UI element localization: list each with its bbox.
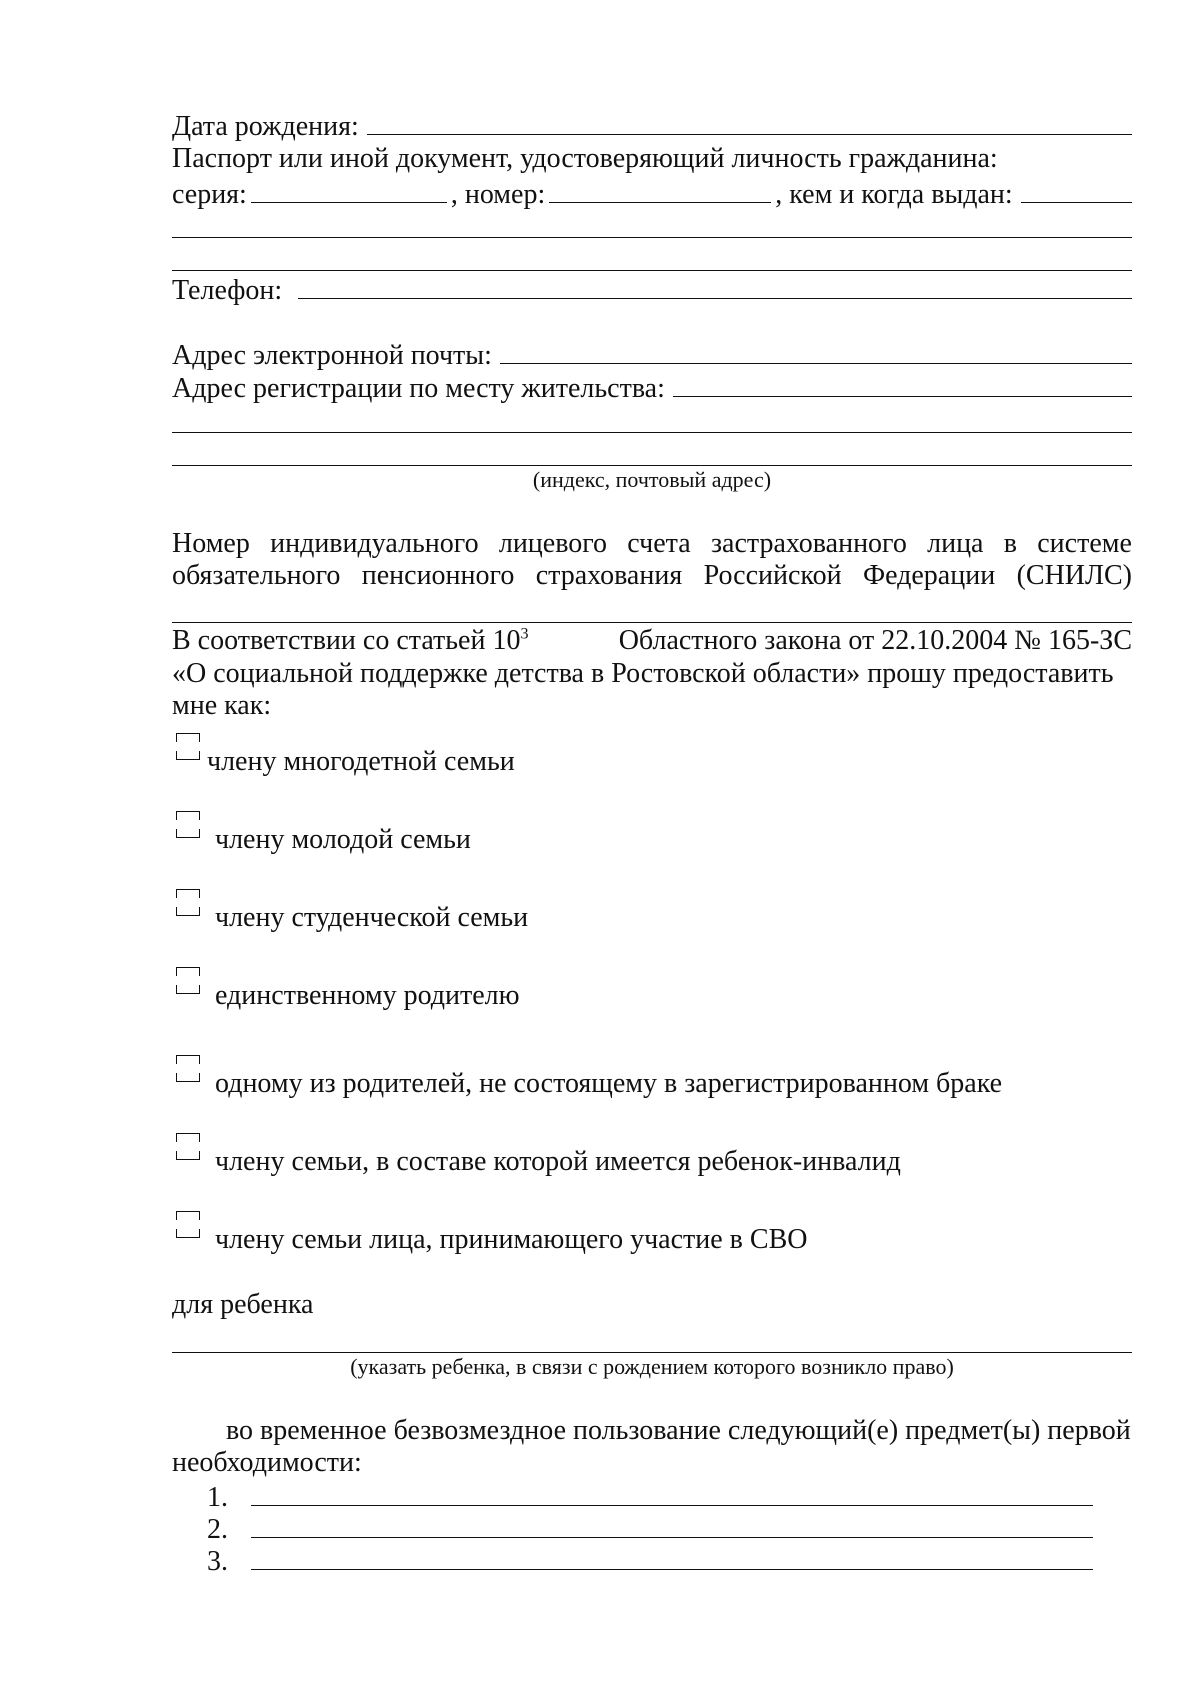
option-checkbox-4[interactable] (176, 967, 200, 993)
address-caption: (индекс, почтовый адрес) (532, 467, 772, 492)
option-label-7: члену семьи лица, принимающего участие в СВО (215, 1224, 808, 1255)
option-label-1: членy многодетной семьи (207, 746, 515, 777)
snils-text-line-2 (172, 559, 1132, 593)
request-line-2: «О социальной поддержке детства в Ростовской области» прошу предоставить (172, 658, 1114, 689)
snils-word: застрахованного (710, 528, 907, 559)
snils-word: Федерации (862, 560, 996, 591)
item-number-1: 1. (207, 1482, 228, 1513)
issued-label: , кем и когда выдан: (775, 179, 1013, 210)
series-label: серия: (172, 179, 247, 210)
child-caption: (указать ребенка, в связи с рождением которого возникло право) (350, 1354, 954, 1379)
series-field[interactable] (251, 176, 447, 203)
snils-text-line-1 (172, 527, 1132, 561)
request-law: Областного закона от 22.10.2004 № 165-ЗС (618, 625, 1132, 656)
option-checkbox-7[interactable] (176, 1211, 200, 1237)
snils-word: счета (627, 528, 691, 559)
number-label: , номер: (450, 179, 546, 210)
snils-word: лица (927, 528, 984, 559)
option-checkbox-1[interactable] (176, 733, 200, 759)
items-intro-line-2: необходимости: (172, 1447, 362, 1478)
request-line-1 (172, 624, 1132, 658)
snils-word: в (1003, 528, 1017, 559)
snils-word: Российской (703, 560, 842, 591)
issued-continuation-line-1[interactable] (172, 237, 1132, 238)
email-field[interactable] (500, 337, 1132, 364)
address-field[interactable] (673, 370, 1132, 397)
snils-word: (СНИЛС) (1016, 560, 1132, 591)
address-line-2[interactable] (172, 432, 1132, 433)
option-checkbox-2[interactable] (176, 811, 200, 837)
issued-continuation-line-2[interactable] (172, 270, 1132, 271)
items-intro-line-1: во временное безвозмездное пользование следующий(е) предмет(ы) первой (226, 1415, 1131, 1446)
email-row (172, 337, 1132, 373)
address-row (172, 370, 1132, 406)
option-checkbox-6[interactable] (176, 1133, 200, 1159)
snils-word: обязательного (172, 560, 341, 591)
birth-date-field[interactable] (367, 108, 1132, 135)
snils-word: системе (1037, 528, 1132, 559)
passport-details-row (172, 176, 1132, 212)
child-label: для ребенка (172, 1289, 314, 1320)
option-label-5: одному из родителей, не состоящему в зарегистрированном браке (215, 1068, 1003, 1099)
item-number-2: 2. (207, 1514, 228, 1545)
option-label-3: члену студенческой семьи (215, 902, 529, 933)
item-row-2 (207, 1511, 1093, 1547)
option-label-6: члену семьи, в составе которой имеется ребенок-инвалид (215, 1146, 901, 1177)
request-line-3: мне как: (172, 690, 272, 721)
option-checkbox-3[interactable] (176, 889, 200, 915)
item-row-1 (207, 1479, 1093, 1515)
item-field-2[interactable] (251, 1511, 1093, 1538)
snils-word: лицевого (498, 528, 608, 559)
snils-word: индивидуального (270, 528, 479, 559)
item-row-3 (207, 1543, 1093, 1579)
item-field-3[interactable] (251, 1543, 1093, 1570)
item-field-1[interactable] (251, 1479, 1093, 1506)
passport-label: Паспорт или иной документ, удостоверяющий личность гражданина: (172, 143, 998, 174)
phone-row (172, 272, 1132, 308)
request-article: В соответствии со статьей $10^3$ (172, 625, 529, 656)
phone-field[interactable] (298, 272, 1132, 299)
birth-date-label: Дата рождения: (172, 111, 359, 142)
item-number-3: 3. (207, 1546, 228, 1577)
email-label: Адрес электронной почты: (172, 340, 492, 371)
option-label-2: члену молодой семьи (215, 824, 471, 855)
snils-word: пенсионного (361, 560, 515, 591)
option-checkbox-5[interactable] (176, 1055, 200, 1081)
number-field[interactable] (549, 176, 771, 203)
birth-date-row (172, 108, 1132, 144)
snils-word: Номер (172, 528, 250, 559)
snils-word: страхования (535, 560, 683, 591)
phone-label: Телефон: (172, 275, 283, 306)
snils-field[interactable] (172, 622, 1132, 623)
issued-field[interactable] (1021, 176, 1132, 203)
address-label: Адрес регистрации по месту жительства: (172, 373, 665, 404)
option-label-4: единственному родителю (215, 980, 520, 1011)
